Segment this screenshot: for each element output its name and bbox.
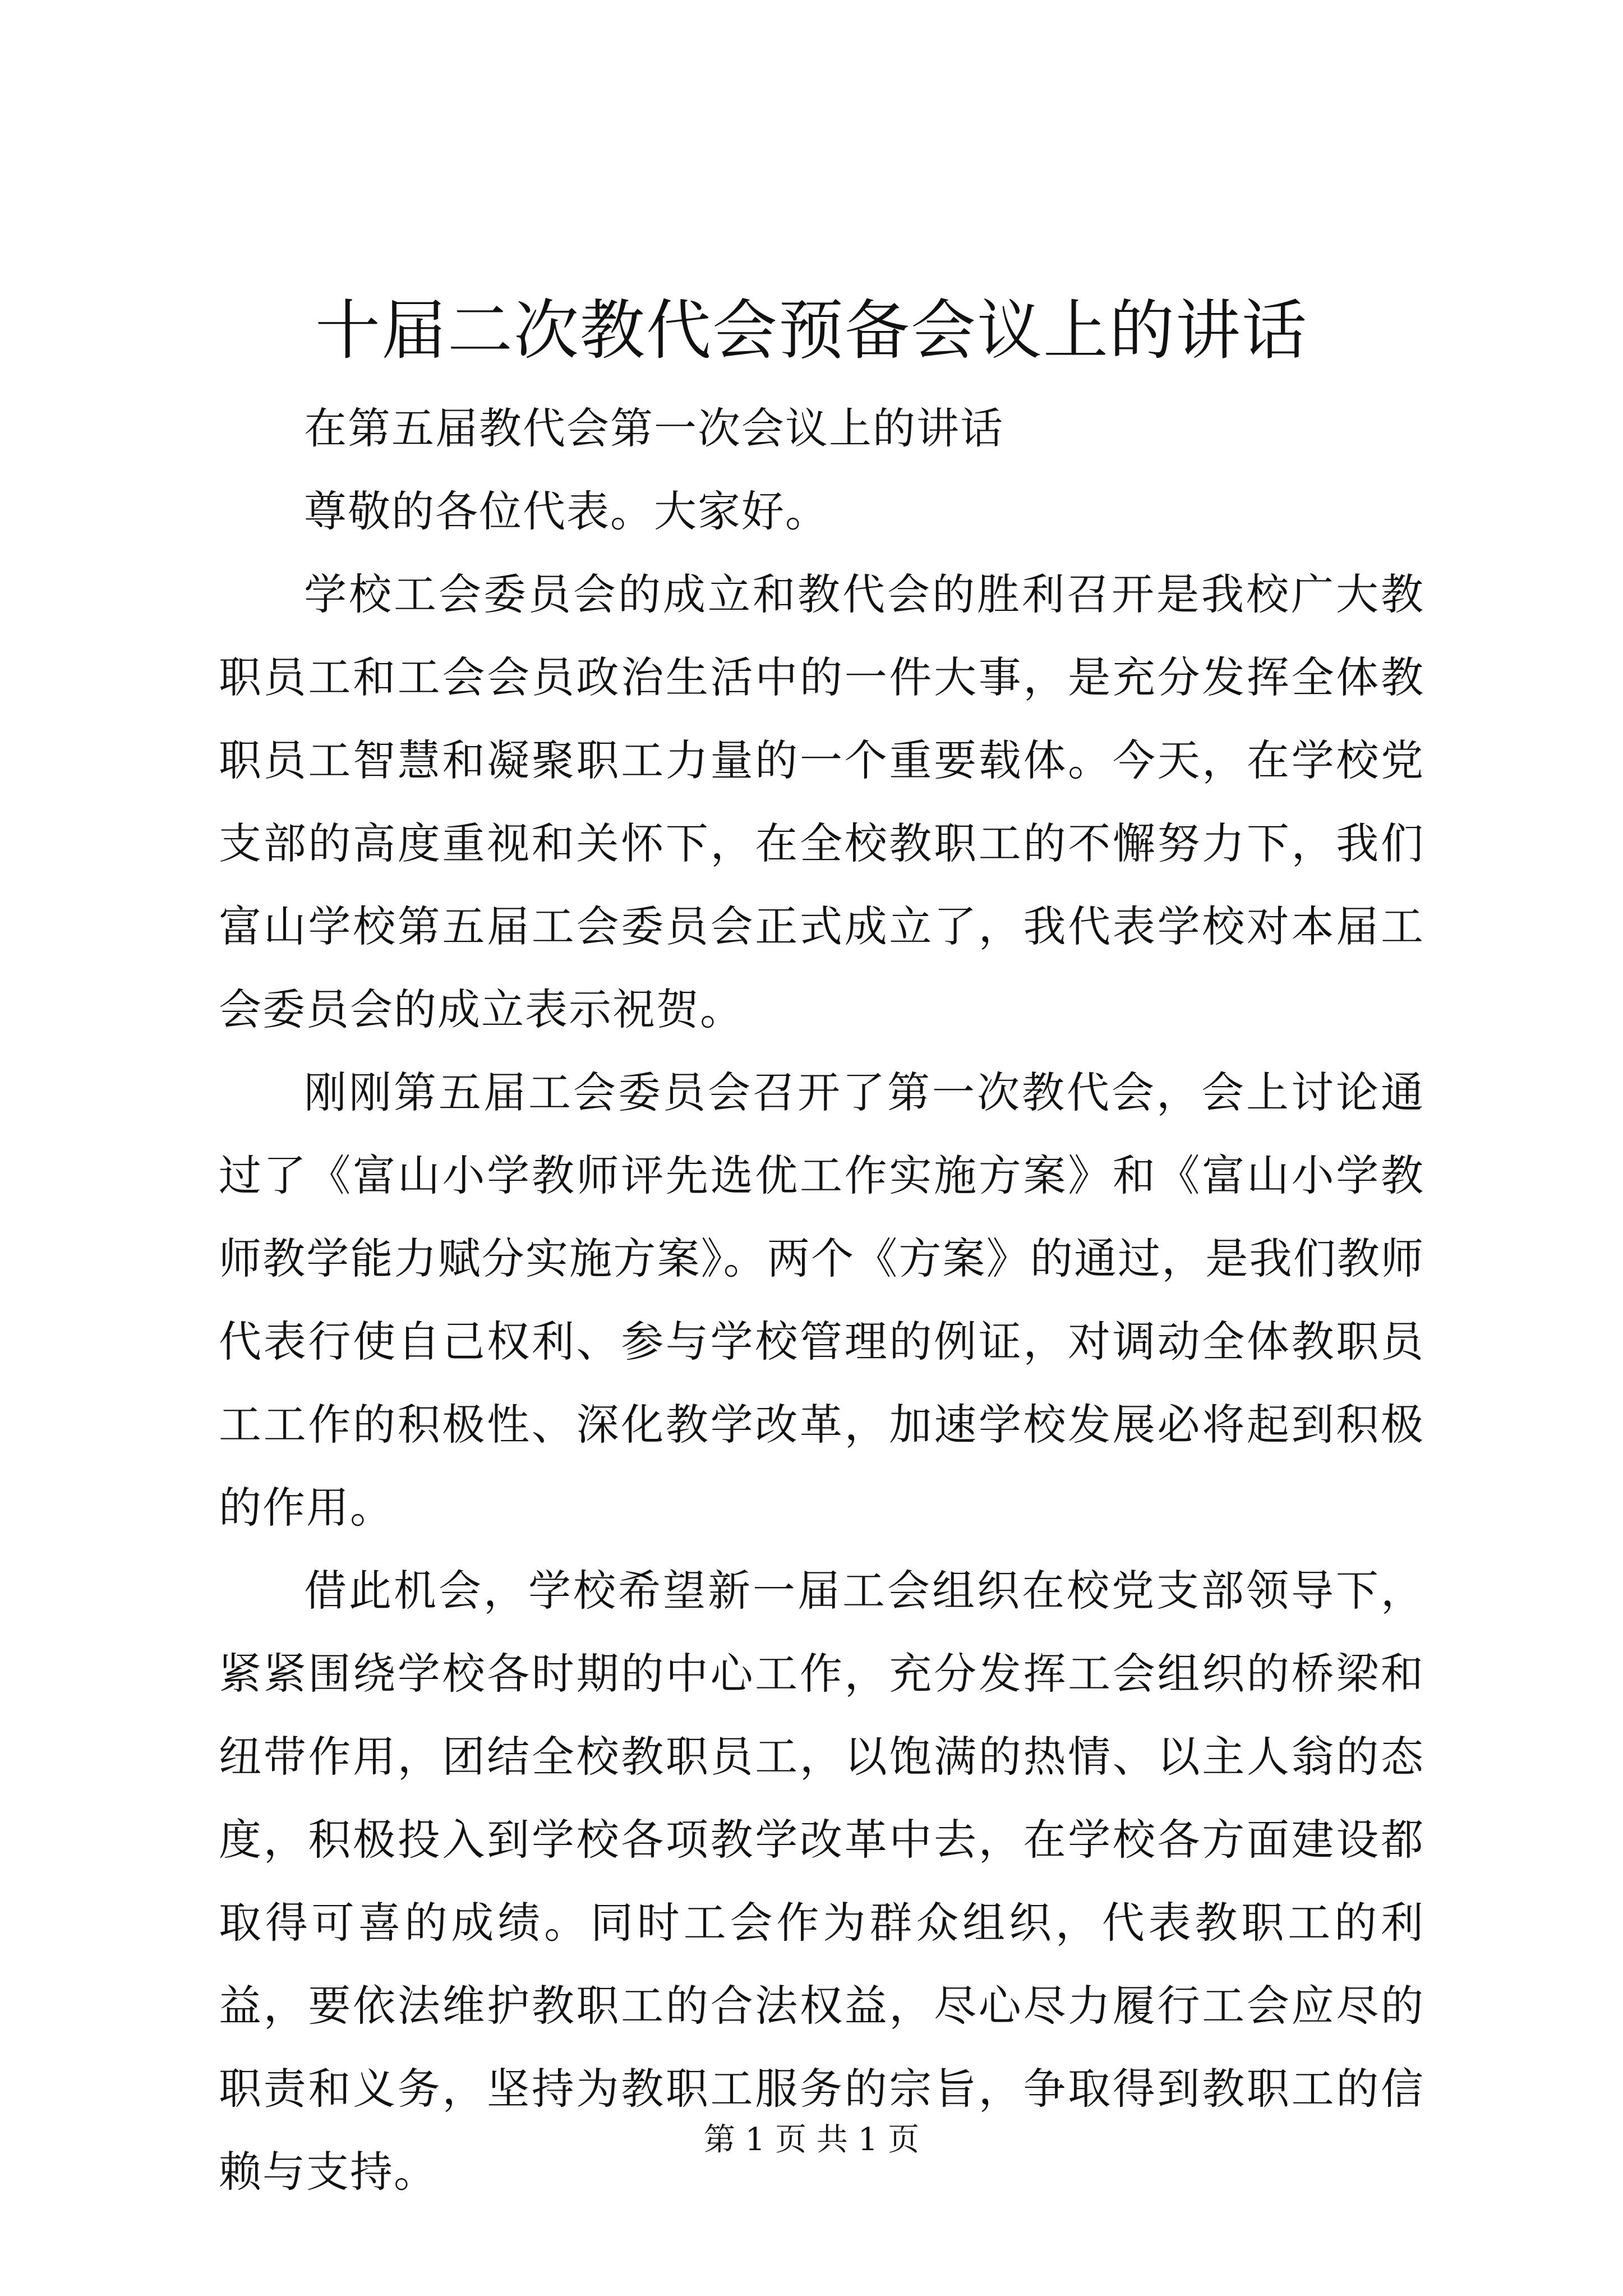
- document-body: [219, 387, 1424, 2214]
- paragraph-5: 借此机会，学校希望新一届工会组织在校党支部领导下，紧紧围绕学校各时期的中心工作，充分发挥工会组织的桥梁和纽带作用，团结全校教职员工，以饱满的热情、以主人翁的态度，积极投入到学校各项教学改革中去，在学校各方面建设都取得可喜的成绩。同时工会作为群众组织，代表教职工的利益，要依法维护教职工的合法权益，尽心尽力履行工会应尽的职责和义务，坚持为教职工服务的宗旨，争取得到教职工的信赖与支持。: [219, 1566, 1424, 2197]
- paragraph-1: 在第五届教代会第一次会议上的讲话: [304, 403, 1004, 453]
- document-title: 十届二次教代会预备会议上的讲话: [315, 293, 1308, 369]
- paragraph-3: 学校工会委员会的成立和教代会的胜利召开是我校广大教职员工和工会会员政治生活中的一件大事，是充分发挥全体教职员工智慧和凝聚职工力量的一个重要载体。今天，在学校党支部的高度重视和关怀下，在全校教职工的不懈努力下，我们富山学校第五届工会委员会正式成立了，我代表学校对本届工会委员会的成立表示祝贺。: [219, 569, 1424, 1034]
- paragraph-4: 刚刚第五届工会委员会召开了第一次教代会，会上讨论通过了《富山小学教师评先选优工作实施方案》和《富山小学教师教学能力赋分实施方案》。两个《方案》的通过，是我们教师代表行使自己权利、参与学校管理的例证，对调动全体教职员工工作的积极性、深化教学改革，加速学校发展必将起到积极的作用。: [219, 1068, 1424, 1533]
- page-footer: 第 1 页 共 1 页: [703, 2122, 920, 2158]
- paragraph-2: 尊敬的各位代表。大家好。: [304, 486, 829, 536]
